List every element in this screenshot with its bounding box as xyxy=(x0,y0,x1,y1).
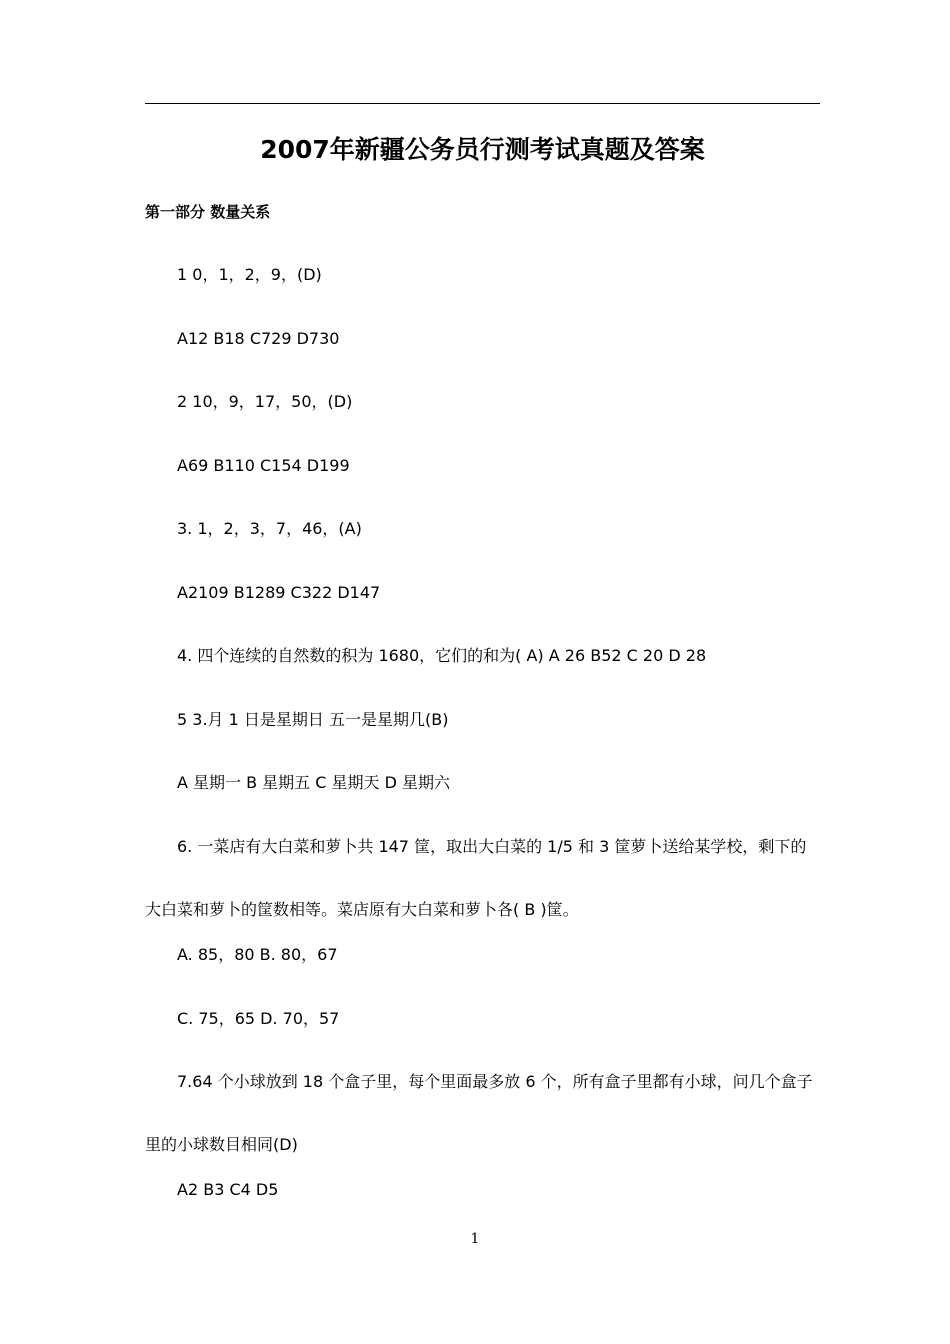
question-4: 4. 四个连续的自然数的积为 1680，它们的和为( A) A 26 B52 C 20 D 28 xyxy=(177,646,707,665)
question-6: 6. 一菜店有大白菜和萝卜共 147 筐，取出大白菜的 1/5 和 3 筐萝卜送给某学校，剩下的大白菜和萝卜的筐数相等。菜店原有大白菜和萝卜各( B )筐。 xyxy=(145,837,807,919)
question-1-options: A12 B18 C729 D730 xyxy=(177,329,340,348)
question-6-options-cd: C. 75，65 D. 70，57 xyxy=(177,1009,340,1028)
question-5: 5 3.月 1 日是星期日 五一是星期几(B) xyxy=(177,710,449,729)
question-3-options: A2109 B1289 C322 D147 xyxy=(177,583,381,602)
question-7: 7.64 个小球放到 18 个盒子里，每个里面最多放 6 个，所有盒子里都有小球，问几个盒子里的小球数目相同(D) xyxy=(145,1072,813,1154)
question-6-options-ab: A. 85，80 B. 80，67 xyxy=(177,945,338,964)
question-5-options: A 星期一 B 星期五 C 星期天 D 星期六 xyxy=(177,773,451,792)
question-7-options: A2 B3 C4 D5 xyxy=(177,1180,279,1199)
question-2-options: A69 B110 C154 D199 xyxy=(177,456,350,475)
question-2: 2 10，9，17，50，(D) xyxy=(177,392,353,411)
question-3: 3. 1，2，3，7，46，(A) xyxy=(177,519,362,538)
header-rule xyxy=(145,103,820,104)
page-number: 1 xyxy=(470,1231,480,1247)
page-title: 2007年新疆公务员行测考试真题及答案 xyxy=(260,135,705,164)
question-1: 1 0，1，2，9，(D) xyxy=(177,265,322,284)
section-heading: 第一部分 数量关系 xyxy=(145,203,271,221)
